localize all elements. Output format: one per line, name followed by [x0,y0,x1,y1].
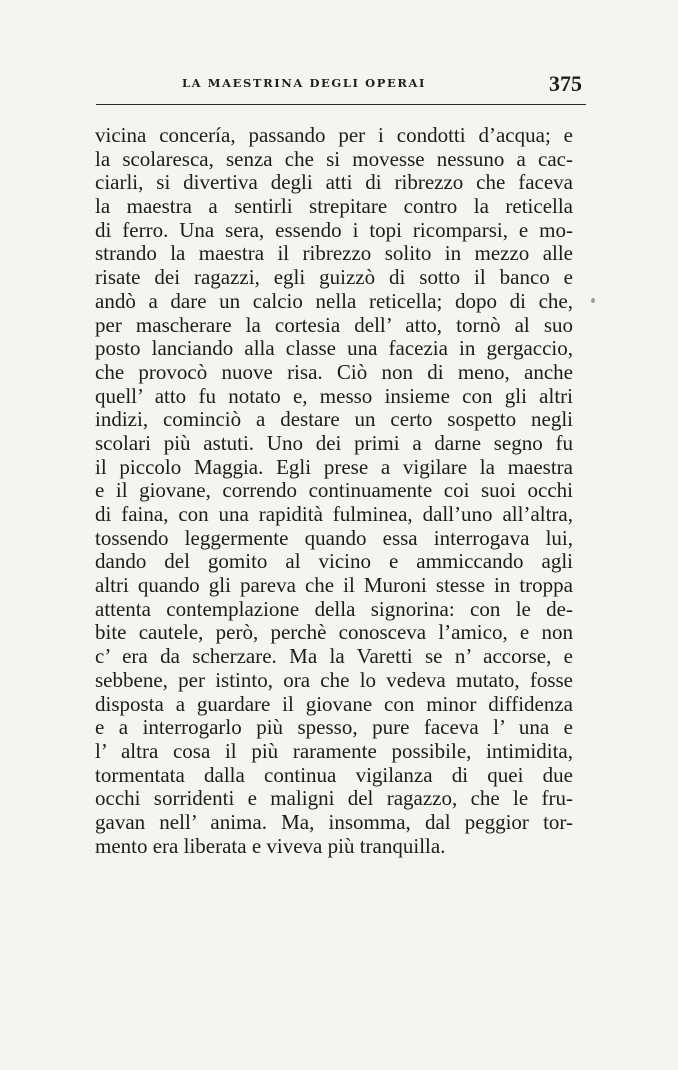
text-line: l’ altra cosa il più raramente possibile, intimidita, [95,738,573,763]
text-line-last: mento era liberata e viveva più tranquilla. [95,833,446,858]
text-line: c’ era da scherzare. Ma la Varetti se n’ accorse, e [95,644,573,669]
text-line: quell’ atto fu notato e, messo insieme con gli altri [95,383,573,408]
text-line: tormentata dalla continua vigilanza di quei due [95,762,573,787]
page-number: 375 [549,71,582,96]
text-line: il piccolo Maggia. Egli prese a vigilare la maestra [95,454,573,479]
text-line: vicina concería, passando per i condotti d’acqua; e [95,123,573,147]
text-line: e a interrogarlo più spesso, pure faceva l’ una e [95,715,573,740]
text-line: bite cautele, però, perchè conosceva l’amico, e non [95,620,573,645]
text-line: gavan nell’ anima. Ma, insomma, dal peggior tor- [95,809,573,834]
body-text [95,124,573,858]
text-line: attenta contemplazione della signorina: con le de- [95,596,573,621]
text-line: la maestra a sentirli strepitare contro la reticella [95,194,573,219]
text-line: occhi sorridenti e maligni del ragazzo, che le fru- [95,786,573,811]
text-line: indizi, cominciò a destare un certo sospetto negli [95,407,573,432]
text-line: tossendo leggermente quando essa interrogava lui, [95,525,573,550]
running-title: LA MAESTRINA DEGLI OPERAI [182,76,426,90]
text-line: scolari più astuti. Uno dei primi a darne segno fu [95,430,573,455]
header-rule [96,104,586,105]
text-line: ciarli, si divertiva degli atti di ribrezzo che faceva [95,170,573,195]
text-line: strando la maestra il ribrezzo solito in mezzo alle [95,241,573,266]
text-line: risate dei ragazzi, egli guizzò di sotto il banco e [95,265,573,290]
running-head [96,71,582,98]
text-line: di faina, con una rapidità fulminea, dall’uno all’altra, [95,502,573,526]
text-line: disposta a guardare il giovane con minor diffidenza [95,691,573,716]
text-line: la scolaresca, senza che si movesse nessuno a cac- [95,146,573,171]
text-line: andò a dare un calcio nella reticella; dopo di che, [95,288,573,313]
ink-speck [591,298,595,303]
text-line: posto lanciando alla classe una facezia in gergaccio, [95,336,573,361]
text-line: di ferro. Una sera, essendo i topi ricomparsi, e mo- [95,217,573,242]
text-line: sebbene, per istinto, ora che lo vedeva mutato, fosse [95,667,573,692]
text-line: dando del gomito al vicino e ammiccando agli [95,549,573,574]
text-line: altri quando gli pareva che il Muroni stesse in troppa [95,573,573,598]
text-line: per mascherare la cortesia dell’ atto, tornò al suo [95,312,573,337]
text-line: e il giovane, correndo continuamente coi suoi occhi [95,478,573,503]
text-line: che provocò nuove risa. Ciò non di meno, anche [95,359,573,384]
